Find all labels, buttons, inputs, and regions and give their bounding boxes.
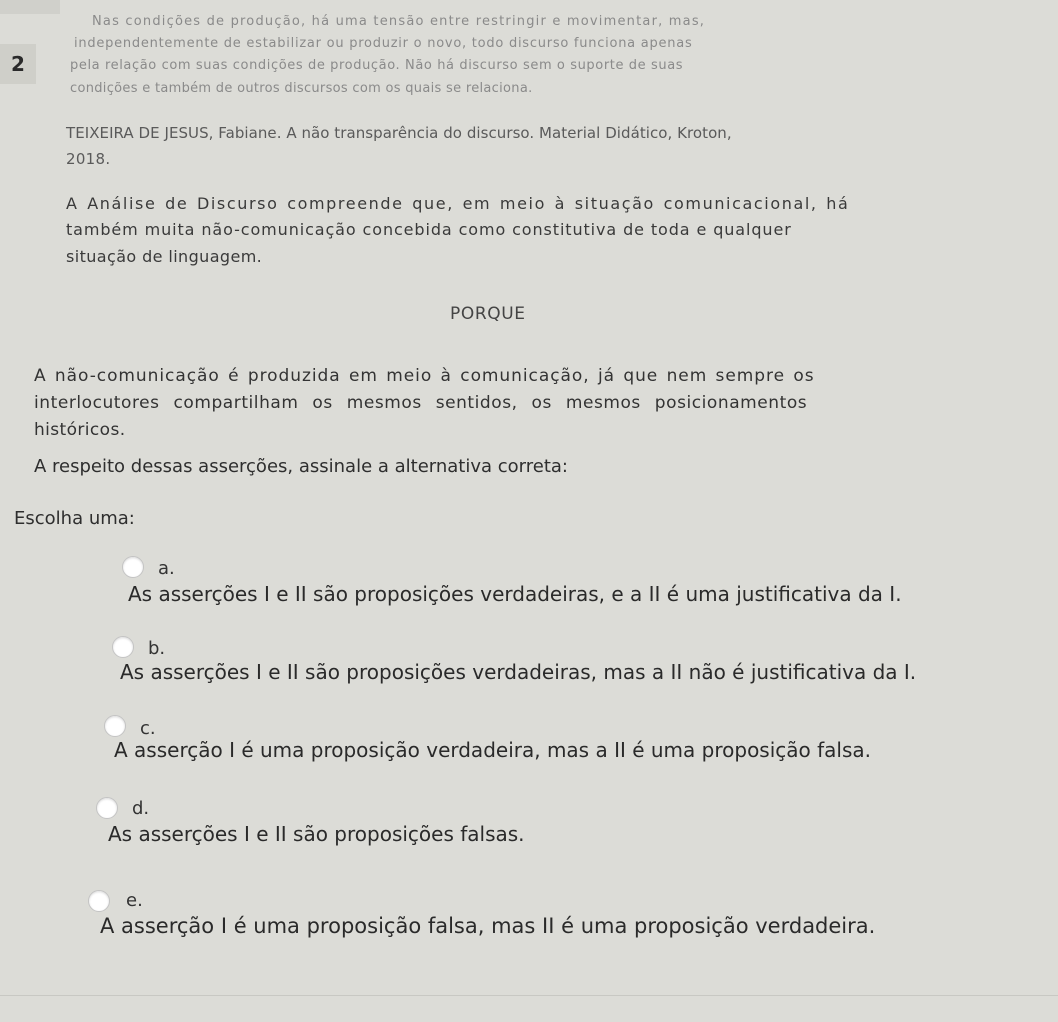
radio-option-b[interactable] <box>112 636 134 658</box>
radio-option-d[interactable] <box>96 797 118 819</box>
assertion-one-line: A Análise de Discurso compreende que, em meio à situação comunicacional, há <box>66 194 850 213</box>
radio-option-e[interactable] <box>88 890 110 912</box>
radio-option-c[interactable] <box>104 715 126 737</box>
bottom-divider <box>0 995 1058 996</box>
choose-label: Escolha uma: <box>14 508 135 529</box>
option-b-letter: b. <box>148 638 166 659</box>
top-edge-bar <box>0 0 60 14</box>
option-e-letter: e. <box>126 890 143 911</box>
quote-line: pela relação com suas condições de produção. Não há discurso sem o suporte de suas <box>70 58 684 73</box>
assertion-one-line: situação de linguagem. <box>66 247 263 266</box>
option-b-text: As asserções I e II são proposições verdadeiras, mas a II não é justificativa da I. <box>120 660 917 684</box>
option-c-letter: c. <box>140 718 156 739</box>
citation-line: TEIXEIRA DE JESUS, Fabiane. A não transparência do discurso. Material Didático, Kroton, <box>66 124 732 142</box>
quote-line: condições e também de outros discursos com os quais se relaciona. <box>70 81 533 96</box>
quote-line: independentemente de estabilizar ou produzir o novo, todo discurso funciona apenas <box>74 36 693 51</box>
option-c-text: A asserção I é uma proposição verdadeira, mas a II é uma proposição falsa. <box>114 738 872 762</box>
question-number: 2 <box>0 44 36 84</box>
assertion-one-line: também muita não-comunicação concebida como constitutiva de toda e qualquer <box>66 220 792 239</box>
assertion-two-line: A não-comunicação é produzida em meio à comunicação, já que nem sempre os <box>34 366 815 386</box>
option-e-text: A asserção I é uma proposição falsa, mas II é uma proposição verdadeira. <box>100 914 876 938</box>
assertion-two-line: históricos. <box>34 420 126 440</box>
quote-line: Nas condições de produção, há uma tensão entre restringir e movimentar, mas, <box>92 14 706 29</box>
option-c[interactable] <box>0 710 1058 770</box>
option-b[interactable] <box>0 630 1058 690</box>
option-a-letter: a. <box>158 558 175 579</box>
radio-option-a[interactable] <box>122 556 144 578</box>
connector-porque: PORQUE <box>450 304 526 324</box>
option-e[interactable] <box>0 886 1058 946</box>
option-d-letter: d. <box>132 798 150 819</box>
citation-line: 2018. <box>66 150 111 168</box>
assertion-two-line: interlocutores compartilham os mesmos sentidos, os mesmos posicionamentos <box>34 393 808 413</box>
option-a-text: As asserções I e II são proposições verdadeiras, e a II é uma justificativa da I. <box>128 582 902 606</box>
question-prompt: A respeito dessas asserções, assinale a alternativa correta: <box>34 456 568 477</box>
option-a[interactable] <box>0 550 1058 610</box>
option-d-text: As asserções I e II são proposições falsas. <box>108 822 525 846</box>
option-d[interactable] <box>0 792 1058 852</box>
